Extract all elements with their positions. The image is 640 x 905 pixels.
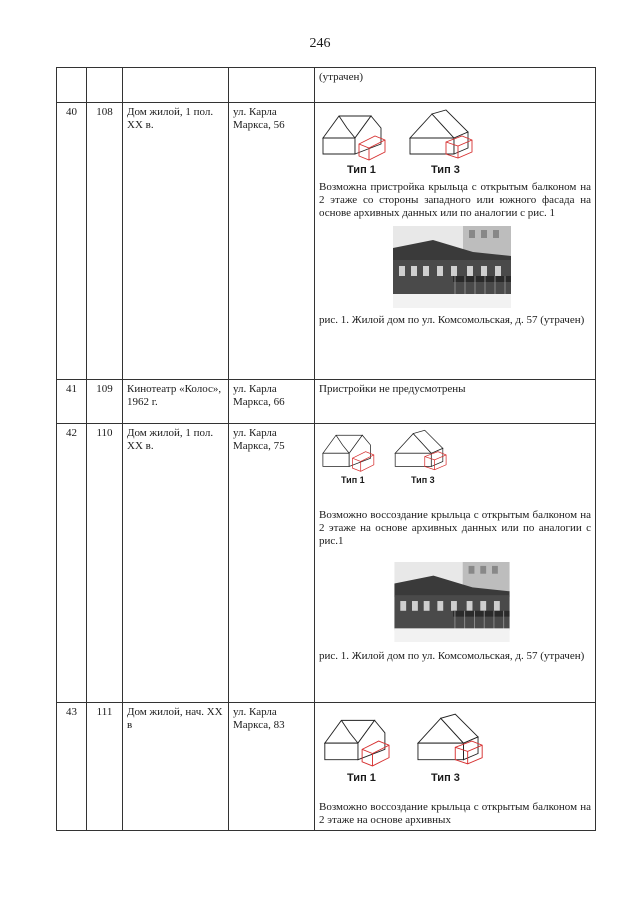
object-id: 109 <box>87 380 123 424</box>
row-number: 42 <box>57 424 87 703</box>
object-name: Дом жилой, 1 пол. ХХ в. <box>123 424 229 703</box>
object-description <box>315 380 596 424</box>
description-text: (утрачен) <box>319 71 364 83</box>
object-address: ул. Карла Маркса, 75 <box>229 424 315 703</box>
house-type-3-drawing <box>407 710 489 768</box>
description-text: Возможна пристройка крыльца с открытым балконом на 2 этаже со стороны западного или южного фасада на основе архивных данных или по аналогии с рис. 1 <box>319 181 591 219</box>
archive-photo <box>393 562 591 642</box>
house-type-1-drawing <box>319 710 399 768</box>
house-type-diagrams <box>319 106 591 162</box>
object-id <box>87 68 123 103</box>
archive-photo <box>393 226 591 308</box>
description-text: Пристройки не предусмотрены <box>319 383 466 395</box>
description-text: Возможно воссоздание крыльца с открытым балконом на 2 этаже на основе архивных данных или по аналогии с рис.1 <box>319 509 591 547</box>
house-type-1-drawing <box>319 106 393 162</box>
object-address <box>229 68 315 103</box>
object-name: Дом жилой, нач. ХХ в <box>123 703 229 831</box>
description-text: Возможно воссоздание крыльца с открытым балконом на 2 этаже на основе архивных <box>319 801 591 826</box>
table-row <box>57 68 596 103</box>
tip-1-label: Тип 1 <box>347 164 376 176</box>
row-number: 43 <box>57 703 87 831</box>
tip-3-label: Тип 3 <box>431 772 460 784</box>
object-name <box>123 68 229 103</box>
object-description <box>315 703 596 831</box>
table-row <box>57 380 596 424</box>
house-photo-image <box>393 226 511 308</box>
row-number: 41 <box>57 380 87 424</box>
row-number <box>57 68 87 103</box>
house-type-3-drawing <box>387 427 451 473</box>
object-description <box>315 424 596 703</box>
object-description <box>315 68 596 103</box>
table-row <box>57 103 596 380</box>
house-type-diagrams <box>319 427 591 473</box>
object-name: Кинотеатр «Колос», 1962 г. <box>123 380 229 424</box>
house-type-3-drawing <box>399 106 479 162</box>
photo-caption: рис. 1. Жилой дом по ул. Комсомольская, д. 57 (утрачен) <box>319 314 585 326</box>
tip-3-label: Тип 3 <box>411 475 435 485</box>
object-name: Дом жилой, 1 пол. ХХ в. <box>123 103 229 380</box>
row-number: 40 <box>57 103 87 380</box>
object-address: ул. Карла Маркса, 66 <box>229 380 315 424</box>
object-id: 111 <box>87 703 123 831</box>
object-id: 110 <box>87 424 123 703</box>
object-address: ул. Карла Маркса, 56 <box>229 103 315 380</box>
table-row <box>57 703 596 831</box>
object-description <box>315 103 596 380</box>
house-type-diagrams <box>319 710 591 768</box>
page-number: 246 <box>309 36 331 51</box>
table-row <box>57 424 596 703</box>
photo-caption: рис. 1. Жилой дом по ул. Комсомольская, д. 57 (утрачен) <box>319 650 585 662</box>
object-address: ул. Карла Маркса, 83 <box>229 703 315 831</box>
object-id: 108 <box>87 103 123 380</box>
tip-1-label: Тип 1 <box>347 772 376 784</box>
objects-table <box>56 67 596 831</box>
tip-1-label: Тип 1 <box>341 475 365 485</box>
house-photo-image <box>393 562 511 642</box>
tip-3-label: Тип 3 <box>431 164 460 176</box>
house-type-1-drawing <box>319 427 381 473</box>
